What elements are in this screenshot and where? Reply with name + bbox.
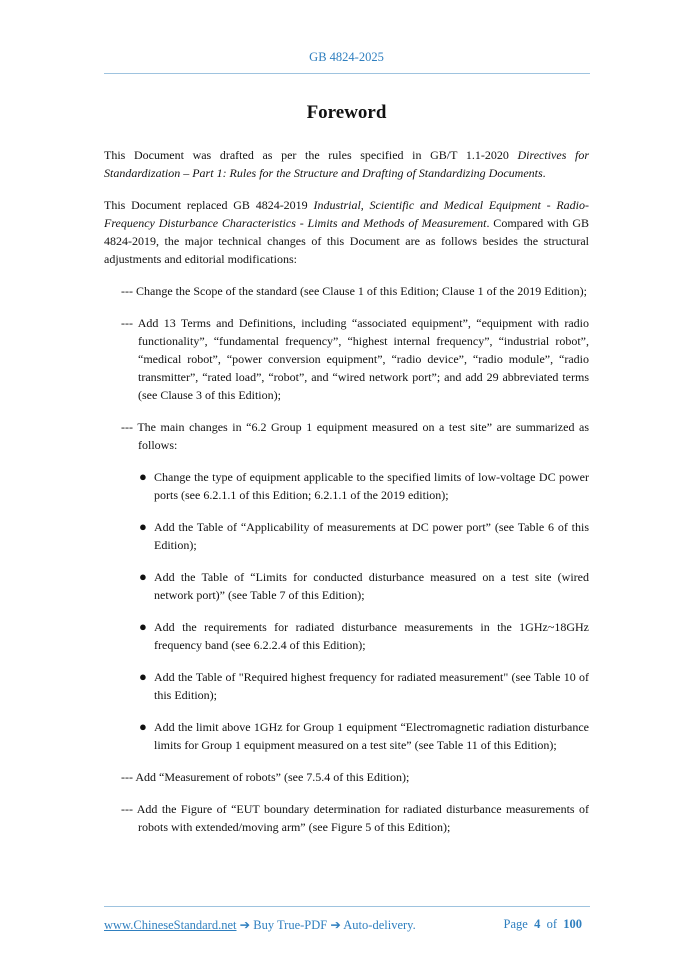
bullet-item: ● Add the Table of "Required highest frequency for radiated measurement" (see Table 10 of this Edition);	[139, 669, 589, 702]
document-body	[104, 146, 589, 850]
change-item: --- Add “Measurement of robots” (see 7.5.4 of this Edition);	[121, 770, 410, 784]
dash-marker: ---	[121, 770, 133, 784]
footer-divider	[104, 906, 590, 907]
page-total: 100	[563, 917, 582, 931]
change-item: --- Add 13 Terms and Definitions, including “associated equipment”, “equipment with radio functionality”, “fundamental frequency”, “highest internal frequency”, “industrial robot”, “medical robot”, “power conversion equipment”, “radio device”, “radio module”, “radio transmitter”, “rated load”, “robot”, and “wired network port”; and add 29 abbreviated terms (see Clause 3 of this Edition);	[121, 316, 589, 402]
dash-marker: ---	[121, 802, 133, 816]
bullet-item: ● Add the Table of “Limits for conducted disturbance measured on a test site (wired network port)” (see Table 7 of this Edition);	[139, 569, 589, 602]
change-item: --- The main changes in “6.2 Group 1 equipment measured on a test site” are summarized as follows:	[121, 420, 589, 452]
footer-promo	[104, 917, 416, 933]
change-item: --- Add the Figure of “EUT boundary determination for radiated disturbance measurements of robots with extended/moving arm” (see Figure 5 of this Edition);	[121, 802, 590, 834]
dash-marker: ---	[121, 316, 133, 330]
directive-title: Directives for Standardization – Part 1: Rules for the Structure and Drafting of Standardizing Documents	[104, 148, 589, 180]
bullet-item: ● Add the Table of “Applicability of measurements at DC power port” (see Table 6 of this Edition);	[139, 519, 589, 552]
arrow-right-icon: ➔	[330, 918, 341, 932]
website-link[interactable]: www.ChineseStandard.net	[104, 918, 237, 932]
header-title: GB 4824-2025	[309, 50, 384, 64]
page-title: Foreword	[306, 102, 387, 123]
bullet-icon: ●	[139, 569, 147, 584]
standard-title: Industrial, Scientific and Medical Equipment - Radio-Frequency Disturbance Characteristics - Limits and Methods of Measurement	[104, 198, 589, 230]
header-divider	[104, 73, 590, 74]
bullet-item: ● Add the requirements for radiated disturbance measurements in the 1GHz~18GHz frequency band (see 6.2.2.4 of this Edition);	[139, 619, 589, 652]
bullet-item: ● Change the type of equipment applicable to the specified limits of low-voltage DC power ports (see 6.2.1.1 of this Edition; 6.2.1.1 of the 2019 edition);	[139, 469, 589, 502]
arrow-right-icon: ➔	[239, 918, 251, 932]
paragraph-replacement: This Document replaced GB 4824-2019 Industrial, Scientific and Medical Equipment - Radio-Frequency Disturbance Characteristics - Limits and Methods of Measurement. Compared with GB 4824-2019, the major technical changes of this Document are as follows besides the structural adjustments and editorial modifications:	[104, 198, 589, 266]
paragraph-drafting-rules: This Document was drafted as per the rules specified in GB/T 1.1-2020 Directives for Standardization – Part 1: Rules for the Structure and Drafting of Standardizing Documents.	[104, 148, 589, 180]
page-number: 4	[534, 917, 541, 931]
bullet-item: ● Add the limit above 1GHz for Group 1 equipment “Electromagnetic radiation disturbance limits for Group 1 equipment measured on a test site” (see Table 11 of this Edition);	[139, 719, 589, 752]
bullet-icon: ●	[139, 619, 147, 634]
bullet-icon: ●	[139, 719, 147, 734]
change-item: --- Change the Scope of the standard (see Clause 1 of this Edition; Clause 1 of the 2019 Edition);	[121, 284, 587, 298]
page-indicator: Page 4 of 100	[503, 917, 582, 931]
dash-marker: ---	[121, 420, 133, 434]
bullet-icon: ●	[139, 469, 147, 484]
bullet-icon: ●	[139, 519, 147, 534]
bullet-icon: ●	[139, 669, 147, 684]
auto-delivery-text: Auto-delivery.	[343, 918, 416, 932]
buy-pdf-text: Buy True-PDF	[253, 918, 328, 932]
dash-marker: ---	[121, 284, 133, 298]
